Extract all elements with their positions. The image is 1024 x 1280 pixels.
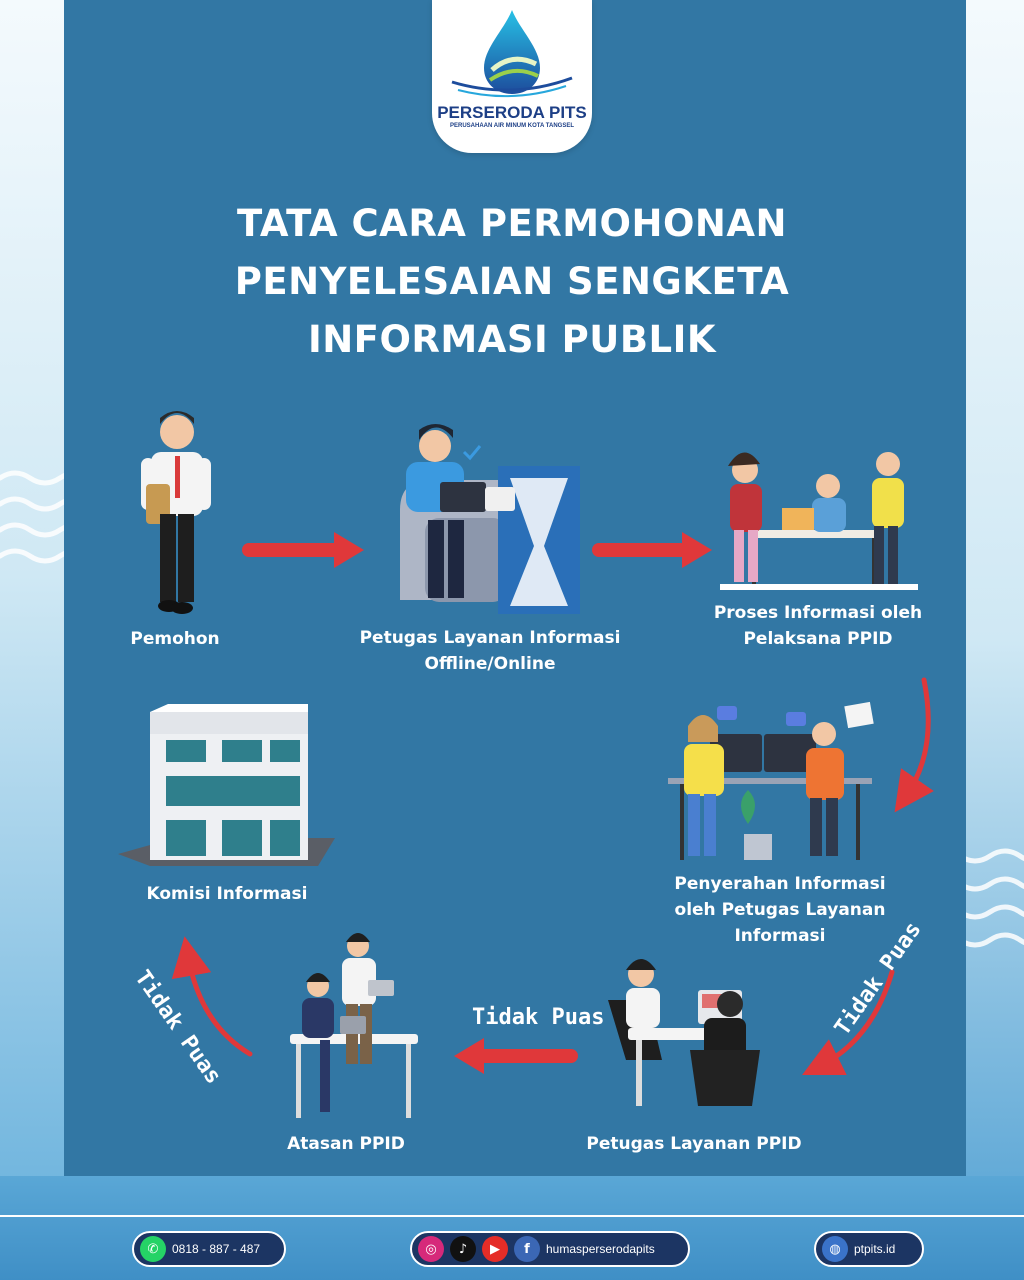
label-petugas-layanan-ppid: Petugas Layanan PPID bbox=[586, 1134, 802, 1154]
globe-icon: ◍ bbox=[822, 1236, 848, 1262]
proses-informasi-illustration bbox=[720, 452, 918, 590]
label-tidak-puas-left: Tidak Puas bbox=[129, 966, 226, 1089]
label-penyerahan-informasi bbox=[640, 871, 920, 949]
website-contact[interactable] bbox=[814, 1231, 924, 1267]
label-pemohon: Pemohon bbox=[130, 629, 220, 649]
atasan-ppid-illustration bbox=[290, 933, 418, 1118]
label-komisi-informasi: Komisi Informasi bbox=[146, 884, 308, 904]
phone-contact[interactable] bbox=[132, 1231, 286, 1267]
label-line: Proses Informasi oleh bbox=[713, 603, 923, 623]
arrow-pemohon-to-petugas bbox=[242, 532, 364, 568]
facebook-icon[interactable]: f bbox=[514, 1236, 540, 1262]
phone-number: 0818 - 887 - 487 bbox=[172, 1242, 261, 1256]
petugas-layanan-ppid-illustration bbox=[608, 959, 760, 1106]
title-line-1: TATA CARA PERMOHONAN bbox=[237, 202, 787, 245]
label-line: Offline/Online bbox=[424, 654, 556, 674]
social-media-contact[interactable] bbox=[410, 1231, 690, 1267]
title-line-2: PENYELESAIAN SENGKETA bbox=[234, 260, 790, 303]
label-atasan-ppid: Atasan PPID bbox=[287, 1134, 405, 1154]
petugas-layanan-informasi-illustration bbox=[400, 424, 580, 614]
label-line: Petugas Layanan Informasi bbox=[359, 628, 621, 648]
youtube-icon[interactable]: ▶ bbox=[482, 1236, 508, 1262]
footer-divider bbox=[0, 1215, 1024, 1217]
instagram-icon[interactable]: ◎ bbox=[418, 1236, 444, 1262]
label-tidak-puas-horizontal: Tidak Puas bbox=[472, 1005, 605, 1030]
label-petugas-layanan-informasi bbox=[340, 625, 640, 677]
social-handle: humasperserodapits bbox=[546, 1242, 655, 1256]
label-proses-informasi bbox=[690, 600, 946, 652]
label-line: Informasi bbox=[734, 926, 826, 946]
brand-tagline: PERUSAHAAN AIR MINUM KOTA TANGSEL bbox=[450, 123, 574, 129]
brand-name: PERSERODA PITS bbox=[437, 103, 587, 122]
whatsapp-icon: ✆ bbox=[140, 1236, 166, 1262]
komisi-informasi-illustration bbox=[118, 704, 335, 866]
label-line: oleh Petugas Layanan bbox=[674, 900, 886, 920]
pemohon-illustration bbox=[141, 411, 211, 614]
title-line-3: INFORMASI PUBLIK bbox=[307, 318, 717, 361]
label-line: Penyerahan Informasi bbox=[674, 874, 886, 894]
penyerahan-informasi-illustration bbox=[668, 702, 874, 860]
arrow-petugas-to-proses bbox=[592, 532, 712, 568]
label-tidak-puas-right: Tidak Puas bbox=[830, 917, 927, 1041]
tiktok-icon[interactable]: ♪ bbox=[450, 1236, 476, 1262]
arrow-petugas-ppid-to-atasan bbox=[454, 1038, 578, 1074]
website-url: ptpits.id bbox=[854, 1242, 896, 1256]
label-line: Pelaksana PPID bbox=[743, 629, 893, 649]
